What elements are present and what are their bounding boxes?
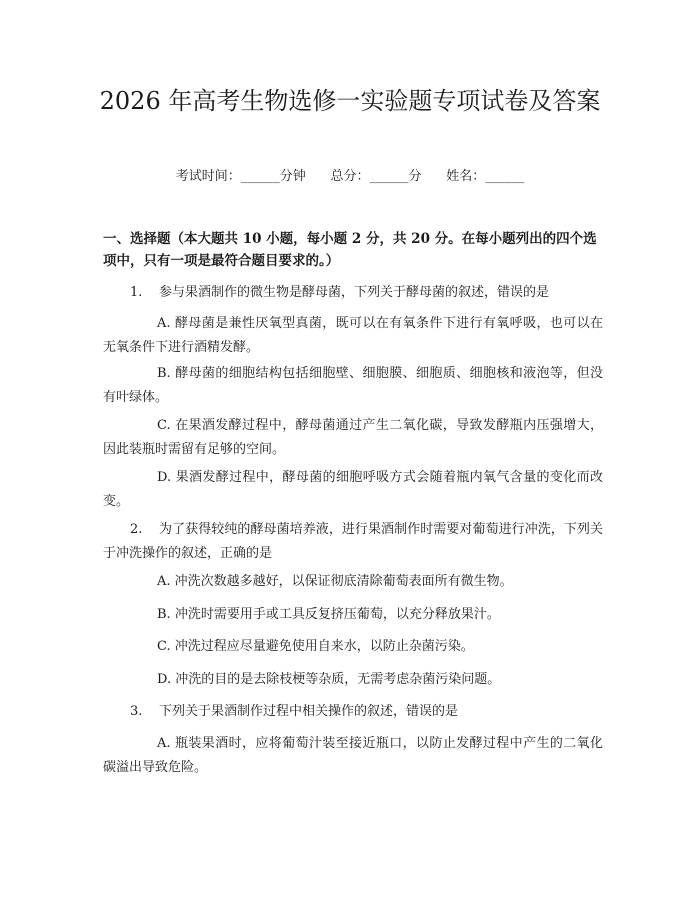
question-1-option-b: B. 酵母菌的细胞结构包括细胞壁、细胞膜、细胞质、细胞核和液泡等，但没有叶绿体。 — [103, 366, 603, 405]
question-3-text: 下列关于果酒制作过程中相关操作的叙述，错误的是 — [159, 704, 459, 719]
question-3-number: 3. — [130, 704, 143, 719]
question-2-text: 为了获得较纯的酵母菌培养液，进行果酒制作时需要对葡萄进行冲洗，下列关于冲洗操作的叙述，正确的是 — [103, 522, 603, 561]
question-1-option-a: A. 酵母菌是兼性厌氧型真菌，既可以在有氧条件下进行有氧呼吸，也可以在无氧条件下进行酒精发酵。 — [103, 316, 603, 355]
exam-info-line: 考试时间：______分钟 总分：______分 姓名：______ — [175, 169, 525, 184]
question-1-option-d: D. 果酒发酵过程中，酵母菌的细胞呼吸方式会随着瓶内氧气含量的变化而改变。 — [103, 470, 603, 509]
section-heading: 一、选择题（本大题共 10 小题，每小题 2 分，共 20 分。在每小题列出的四个选项中，只有一项是最符合题目要求的。） — [103, 231, 597, 269]
question-1-text: 参与果酒制作的微生物是酵母菌，下列关于酵母菌的叙述，错误的是 — [159, 285, 550, 300]
question-1-number: 1. — [130, 285, 143, 300]
question-2-stem — [103, 518, 603, 566]
question-2-option-c: C. 冲洗过程应尽量避免使用自来水，以防止杂菌污染。 — [157, 639, 474, 654]
question-2-option-a: A. 冲洗次数越多越好，以保证彻底清除葡萄表面所有微生物。 — [157, 574, 513, 589]
question-2-number: 2. — [130, 522, 143, 537]
question-1-stem — [103, 281, 603, 305]
question-3-stem — [103, 700, 603, 724]
question-1-option-c: C. 在果酒发酵过程中，酵母菌通过产生二氧化碳，导致发酵瓶内压强增大，因此装瓶时需留有足够的空间。 — [103, 418, 603, 457]
document-title: 2026 年高考生物选修一实验题专项试卷及答案 — [99, 87, 601, 115]
question-2-option-d: D. 冲洗的目的是去除枝梗等杂质，无需考虑杂菌污染问题。 — [157, 672, 501, 687]
question-3-option-a: A. 瓶装果酒时，应将葡萄汁装至接近瓶口，以防止发酵过程中产生的二氧化碳溢出导致危险。 — [103, 736, 603, 775]
question-2-option-b: B. 冲洗时需要用手或工具反复挤压葡萄，以充分释放果汁。 — [157, 607, 500, 622]
